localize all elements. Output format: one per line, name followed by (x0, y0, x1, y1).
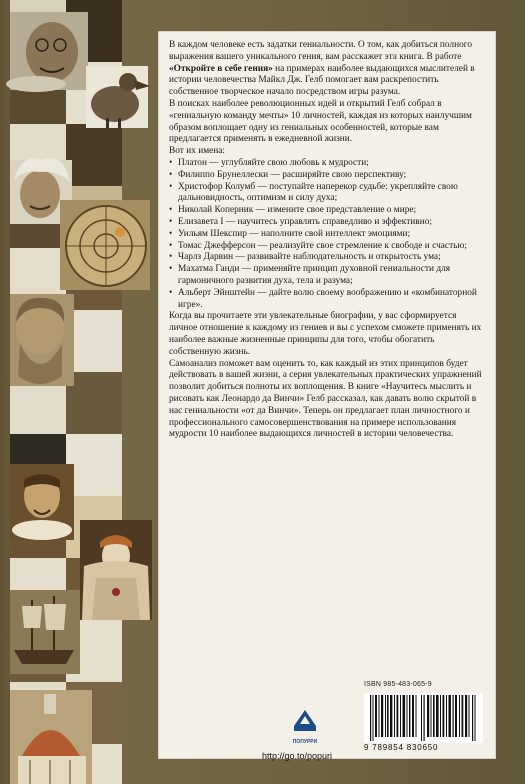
list-item: • Платон — углубляйте свою любовь к мудрости; (169, 158, 487, 170)
paragraph-intro (169, 40, 487, 99)
text-panel (159, 32, 495, 761)
intro-text-cont: на примерах наиболее выдающихся мыслителей в истории человечества Майкл Дж. Гелб помогает вам раскрепостить собственное творческое начало посредством игры разума. (169, 63, 475, 98)
list-item: • Филиппо Брунеллески — расширяйте свою перспективу; (169, 170, 487, 182)
astronomy-portrait (60, 200, 150, 290)
publisher-name: ПОПУРРИ (292, 739, 318, 745)
annotation-text (169, 40, 487, 441)
barcode-digits: 9 789854 830650 (364, 743, 439, 752)
list-item: • Томас Джефферсон — реализуйте свое стремление к свободе и счастью; (169, 241, 487, 253)
intro-text: В каждом человеке есть задатки гениальности. О том, как добиться полного выражения вашего уникального гения, вам расскажет эта книга. В работе (169, 40, 473, 62)
plato-bust-portrait (10, 294, 74, 386)
portrait-strip (0, 0, 158, 784)
gandhi-portrait (6, 12, 88, 92)
genius-list (169, 158, 487, 311)
barcode-graphic (364, 693, 483, 743)
publisher-logo-icon (290, 706, 320, 736)
book-title: «Откройте в себе гения» (169, 63, 273, 74)
shakespeare-portrait (10, 464, 74, 540)
publisher-url[interactable]: http://go.to/popuri (262, 751, 333, 761)
list-item: • Махатма Ганди — применяйте принцип духовной гениальности для гармоничного развития духа, тела и разума; (169, 264, 487, 288)
list-item: • Альберт Эйнштейн — дайте волю своему воображению и «комбинаторной игре». (169, 288, 487, 312)
ship-portrait (10, 590, 80, 674)
dome-portrait (10, 690, 92, 784)
names-intro: Вот их имена: (169, 146, 226, 157)
list-item: • Николай Коперник — измените свое представление о мире; (169, 205, 487, 217)
paragraph-biographies: Когда вы прочитаете эти увлекательные биографии, у вас сформируется личное отношение к каждому из гениев и вы с успехом сможете применять их наиболее важные жизненные принципы для того, чтобы обогатить собственную жизнь. (169, 311, 482, 357)
checkerboard-portraits (0, 0, 158, 784)
dodo-portrait (86, 66, 150, 128)
list-item: • Уильям Шекспир — наполните свой интеллект эмоциями; (169, 229, 487, 241)
paragraph-team: В поисках наиболее революционных идей и открытий Гелб собрал в «гениальную команду мечты» 10 личностей, каждая из которых наилучшим образом воплощает одну из гениальных особенностей, которые вам предлагается применять в ежедневной жизни. (169, 98, 472, 145)
list-item: • Чарлз Дарвин — развивайте наблюдательность и открытость ума; (169, 252, 487, 264)
list-item: • Христофор Колумб — поступайте наперекор судьбе: укрепляйте свою дальновидность, оптимизм и силу духа; (169, 182, 487, 206)
elizabeth-portrait (80, 520, 152, 620)
isbn-label: ISBN 985-483-065-9 (364, 681, 432, 688)
list-item: • Елизавета I — научитесь управлять справедливо и эффективно; (169, 217, 487, 229)
paragraph-selfanalysis: Самоанализ поможет вам оценить то, как каждый из этих принципов будет действовать в вашей жизни, а серия увлекательных практических упражнений позволит добиться полноты их воплощения. В книге «Научитесь мыслить и рисовать как Леонардо да Винчи» Гелб рассказал, как давать волю скрытой в нас гениальности «от да Винчи». Теперь он предлагает план личностного и профессионального самосовершенствования на примере использования мудрости 10 наиболее выдающихся личностей в истории человечества. (169, 358, 482, 440)
